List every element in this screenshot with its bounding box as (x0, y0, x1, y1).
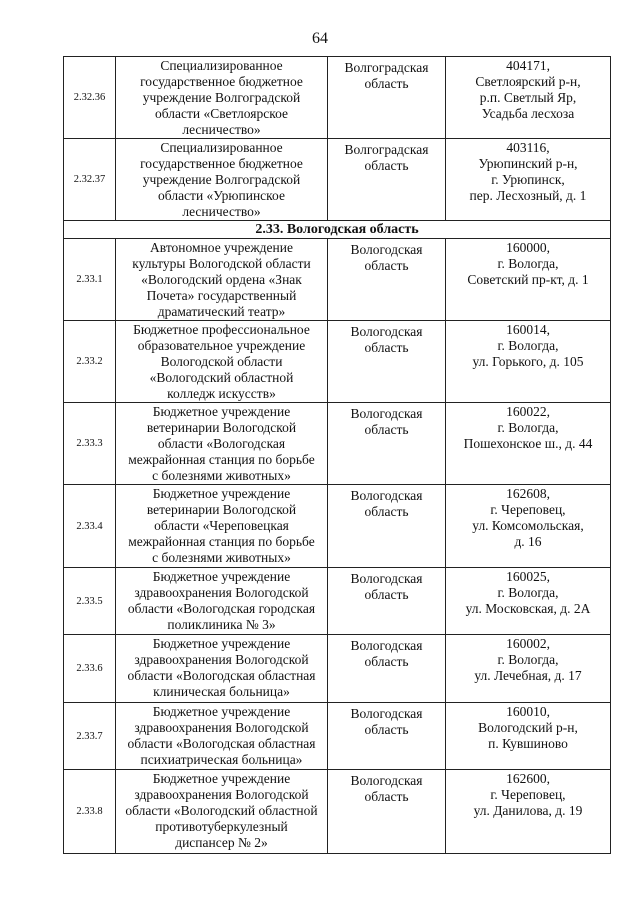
organization-name: Автономное учреждение культуры Вологодской области «Вологодский ордена «Знак Почета» государственный драматический театр» (116, 239, 328, 321)
row-number: 2.33.5 (64, 568, 116, 635)
organization-name: Бюджетное учреждение ветеринарии Вологодской области «Вологодская межрайонная станция по борьбе с болезнями животных» (116, 403, 328, 485)
table-row (64, 703, 611, 770)
address: 160002, г. Вологда, ул. Лечебная, д. 17 (446, 635, 611, 703)
region: Вологодская область (328, 403, 446, 485)
table-row (64, 321, 611, 403)
region: Волгоградская область (328, 57, 446, 139)
region: Вологодская область (328, 568, 446, 635)
region: Вологодская область (328, 703, 446, 770)
table-row (64, 139, 611, 221)
row-number: 2.33.8 (64, 770, 116, 854)
table-row (64, 403, 611, 485)
table-row (64, 239, 611, 321)
organization-name: Бюджетное учреждение ветеринарии Вологодской области «Череповецкая межрайонная станция по борьбе с болезнями животных» (116, 485, 328, 568)
table-row (64, 770, 611, 854)
section-title: 2.33. Вологодская область (64, 221, 611, 239)
address: 403116, Урюпинский р-н, г. Урюпинск, пер. Лесхозный, д. 1 (446, 139, 611, 221)
region: Вологодская область (328, 239, 446, 321)
region: Вологодская область (328, 635, 446, 703)
table-row (64, 568, 611, 635)
address: 160000, г. Вологда, Советский пр-кт, д. 1 (446, 239, 611, 321)
organization-name: Бюджетное учреждение здравоохранения Вологодской области «Вологодская областная психиатрическая больница» (116, 703, 328, 770)
address: 160022, г. Вологда, Пошехонское ш., д. 44 (446, 403, 611, 485)
organizations-table (63, 56, 611, 854)
address: 160010, Вологодский р-н, п. Кувшиново (446, 703, 611, 770)
table-row (64, 485, 611, 568)
row-number: 2.33.7 (64, 703, 116, 770)
organization-name: Бюджетное профессиональное образовательное учреждение Вологодской области «Вологодский областной колледж искусств» (116, 321, 328, 403)
row-number: 2.33.6 (64, 635, 116, 703)
row-number: 2.32.37 (64, 139, 116, 221)
region: Волгоградская область (328, 139, 446, 221)
row-number: 2.33.2 (64, 321, 116, 403)
row-number: 2.33.1 (64, 239, 116, 321)
organization-name: Бюджетное учреждение здравоохранения Вологодской области «Вологодская областная клиническая больница» (116, 635, 328, 703)
region: Вологодская область (328, 770, 446, 854)
address: 404171, Светлоярский р-н, р.п. Светлый Яр, Усадьба лесхоза (446, 57, 611, 139)
organization-name: Бюджетное учреждение здравоохранения Вологодской области «Вологодский областной противотуберкулезный диспансер № 2» (116, 770, 328, 854)
page-number: 64 (312, 30, 328, 47)
organization-name: Специализированное государственное бюджетное учреждение Волгоградской области «Светлоярское лесничество» (116, 57, 328, 139)
address: 162608, г. Череповец, ул. Комсомольская, д. 16 (446, 485, 611, 568)
row-number: 2.32.36 (64, 57, 116, 139)
organization-name: Бюджетное учреждение здравоохранения Вологодской области «Вологодская городская поликлиника № 3» (116, 568, 328, 635)
section-header-row (64, 221, 611, 239)
row-number: 2.33.3 (64, 403, 116, 485)
address: 162600, г. Череповец, ул. Данилова, д. 19 (446, 770, 611, 854)
region: Вологодская область (328, 485, 446, 568)
table-row (64, 57, 611, 139)
address: 160025, г. Вологда, ул. Московская, д. 2А (446, 568, 611, 635)
row-number: 2.33.4 (64, 485, 116, 568)
region: Вологодская область (328, 321, 446, 403)
address: 160014, г. Вологда, ул. Горького, д. 105 (446, 321, 611, 403)
table-row (64, 635, 611, 703)
organization-name: Специализированное государственное бюджетное учреждение Волгоградской области «Урюпинское лесничество» (116, 139, 328, 221)
